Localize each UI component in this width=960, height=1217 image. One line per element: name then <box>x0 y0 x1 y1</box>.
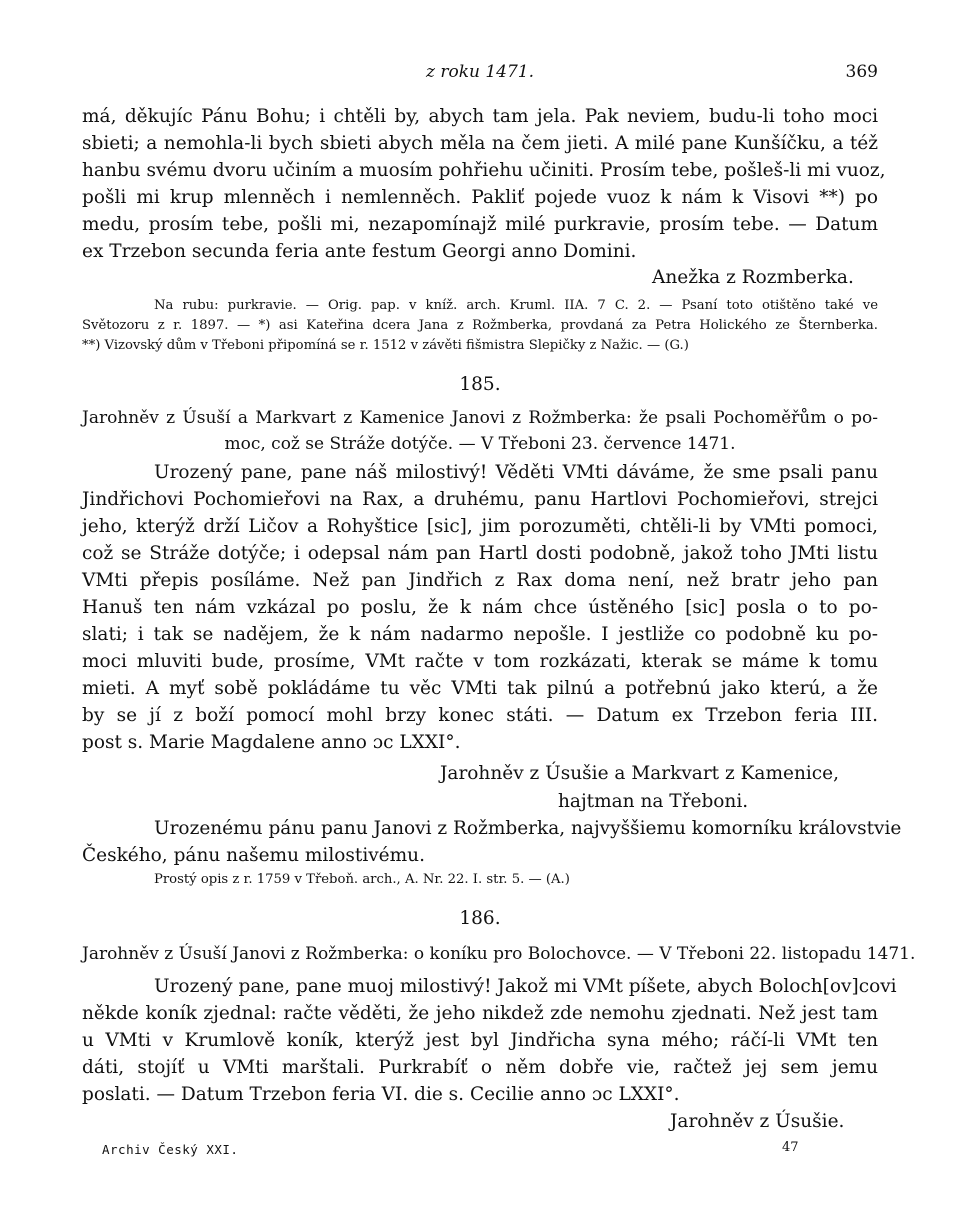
footer-sheet-number: 47 <box>782 1140 799 1155</box>
letter-185-address <box>82 815 902 869</box>
text-line: pošli mi krup mlenněch i nemlenněch. Pakliť pojede vuoz k nám k Visovi **) po <box>82 187 878 208</box>
text-line: jeho, kterýž drží Ličov a Rohyštice [sic], jim porozuměti, chtěli-li by VMti pomoci, <box>82 516 878 537</box>
letter-186-body <box>82 973 897 1108</box>
text-line: má, děkujíc Pánu Bohu; i chtěli by, abych tam jela. Pak neviem, budu-li toho moci <box>82 106 878 127</box>
footer-volume: Archiv Český XXI. <box>102 1142 239 1157</box>
letter-184-body <box>82 103 886 265</box>
note-line: Prostý opis z r. 1759 v Třeboň. arch., A. Nr. 22. I. str. 5. — (A.) <box>154 872 570 887</box>
note-line: Na rubu: purkravie. — Orig. pap. v kníž. arch. Kruml. IIA. 7 C. 2. — Psaní toto otištěno také ve <box>154 298 878 313</box>
running-title: z roku 1471. <box>425 62 535 82</box>
text-line: poslati. — Datum Trzebon feria VI. die s. Cecilie anno ɔc LXXI°. <box>82 1084 680 1105</box>
text-line: by se jí z boží pomocí mohl brzy konec státi. — Datum ex Trzebon feria III. <box>82 705 878 726</box>
text-line: což se Stráže dotýče; i odepsal nám pan Hartl dosti podobně, jakož toho JMti listu <box>82 543 878 564</box>
address-line: Českého, pánu našemu milostivému. <box>82 845 425 866</box>
letter-185-body <box>82 459 878 756</box>
summary-line: moc, což se Stráže dotýče. — V Třeboni 23. července 1471. <box>224 434 736 454</box>
letter-185-summary <box>82 405 878 457</box>
letter-185-note <box>82 870 878 890</box>
summary-line: Jarohněv z Úsuší Janovi z Rožmberka: o koníku pro Bolochovce. — V Třeboni 22. listopadu 1471. <box>82 944 916 964</box>
letter-186-signature: Jarohněv z Úsušie. <box>670 1111 845 1132</box>
text-line: ex Trzebon secunda feria ante festum Georgi anno Domini. <box>82 241 637 262</box>
text-line: Urozený pane, pane náš milostivý! Věděti VMti dáváme, že sme psali panu <box>154 462 878 483</box>
text-line: VMti přepis posíláme. Než pan Jindřich z Rax doma není, než bratr jeho pan <box>82 570 878 591</box>
text-line: u VMti v Krumlově koník, kterýž jest byl Jindřicha syna mého; ráčí-li VMt ten <box>82 1030 878 1051</box>
text-line: Hanuš ten nám vzkázal po poslu, že k nám chce ústěného [sic] posla o to po- <box>82 597 878 618</box>
page-header <box>82 60 878 84</box>
page-number: 369 <box>845 62 878 82</box>
text-line: hanbu svému dvoru učiním a muosím pohřiehu učiniti. Prosím tebe, pošleš-li mi vuoz, <box>82 160 886 181</box>
text-line: slati; i tak se nadějem, že k nám nadarmo nepošle. I jestliže co podobně ku po- <box>82 624 878 645</box>
letter-185-signature-title: hajtman na Třeboni. <box>558 791 749 812</box>
text-line: mieti. A myť sobě pokládáme tu věc VMti tak pilnú a potřebnú jako kterú, a že <box>82 678 878 699</box>
text-line: moci mluviti bude, prosíme, VMt račte v tom rozkázati, kterak se máme k tomu <box>82 651 878 672</box>
text-line: dáti, stojíť u VMti marštali. Purkrabíť o něm dobře vie, račtež jej sem jemu <box>82 1057 878 1078</box>
letter-185-number: 185. <box>459 374 501 395</box>
letter-184-note <box>82 296 878 356</box>
text-line: někde koník zjednal: račte věděti, že jeho nikdež zde nemohu zjednati. Než jest tam <box>82 1003 878 1024</box>
text-line: Jindřichovi Pochomieřovi na Rax, a druhému, panu Hartlovi Pochomieřovi, strejci <box>82 489 878 510</box>
text-line: Urozený pane, pane muoj milostivý! Jakož mi VMt píšete, abych Boloch[ov]covi <box>154 976 897 997</box>
letter-185-signature: Jarohněv z Úsušie a Markvart z Kamenice, <box>440 763 839 784</box>
letter-186-number: 186. <box>459 908 501 929</box>
note-line: Světozoru z r. 1897. — *) asi Kateřina dcera Jana z Rožmberka, provdaná za Petra Holického ze Šternberka. <box>82 318 878 333</box>
address-line: Urozenému pánu panu Janovi z Rožmberka, najvyššiemu komorníku královstvie <box>154 818 902 839</box>
summary-line: Jarohněv z Úsuší a Markvart z Kamenice Janovi z Rožmberka: že psali Pochoměřům o po- <box>82 408 878 428</box>
text-line: sbieti; a nemohla-li bych sbieti abych měla na čem jieti. A milé pane Kunšíčku, a též <box>82 133 878 154</box>
letter-186-summary <box>82 941 916 967</box>
text-line: post s. Marie Magdalene anno ɔc LXXI°. <box>82 732 461 753</box>
note-line: **) Vizovský dům v Třeboni připomíná se r. 1512 v závěti fišmistra Slepičky z Nažic. — (G.) <box>82 338 689 353</box>
text-line: medu, prosím tebe, pošli mi, nezapomínajž milé purkravie, prosím tebe. — Datum <box>82 214 878 235</box>
letter-184-signature: Anežka z Rozmberka. <box>652 267 854 288</box>
